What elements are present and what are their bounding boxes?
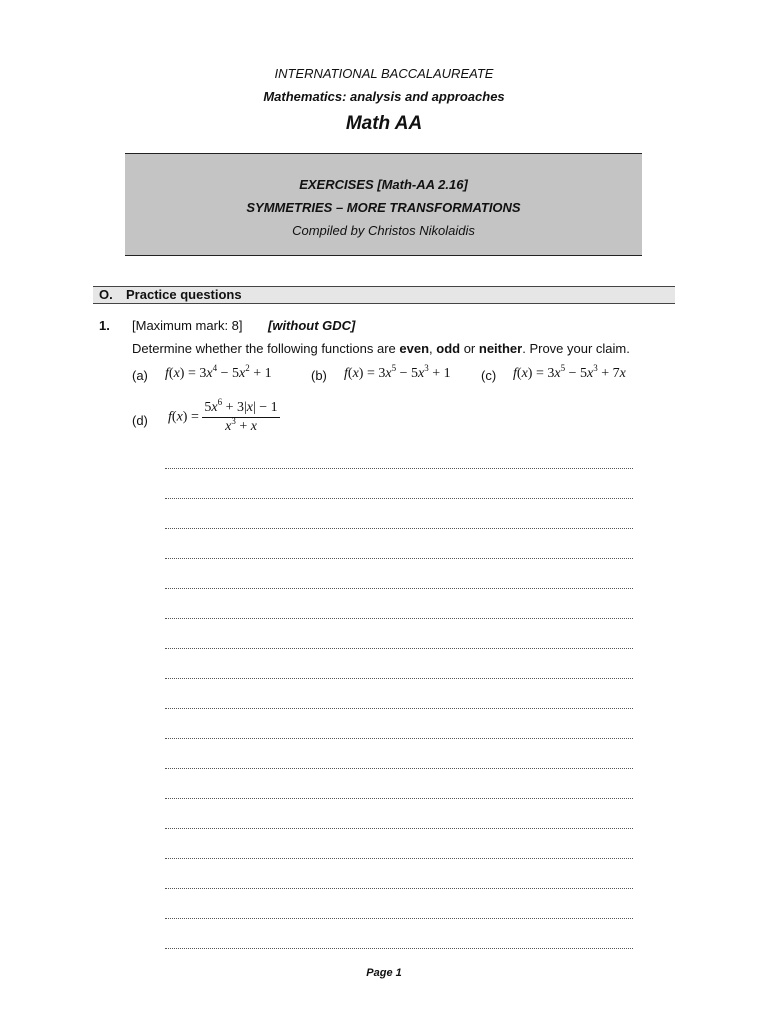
answer-line xyxy=(165,528,633,529)
section-heading xyxy=(93,286,675,304)
section-number: O. xyxy=(99,287,113,302)
answer-line xyxy=(165,648,633,649)
answer-line xyxy=(165,918,633,919)
answer-line xyxy=(165,948,633,949)
answer-line xyxy=(165,738,633,739)
answer-line xyxy=(165,858,633,859)
institution-title: INTERNATIONAL BACCALAUREATE xyxy=(274,66,494,81)
course-title: Math AA xyxy=(345,113,423,134)
answer-line xyxy=(165,618,633,619)
part-b-formula: $f(x) = 3x^5 - 5x^3 + 1$ xyxy=(344,363,451,381)
question-instruction: Determine whether the following functions are even, odd or neither. Prove your claim. xyxy=(132,341,630,356)
answer-line xyxy=(165,888,633,889)
part-b-label: (b) xyxy=(311,368,327,383)
question-max-mark: [Maximum mark: 8] xyxy=(132,318,243,333)
exercise-topic: SYMMETRIES – MORE TRANSFORMATIONS xyxy=(246,200,521,215)
answer-line xyxy=(165,828,633,829)
answer-line xyxy=(165,678,633,679)
answer-line xyxy=(165,798,633,799)
part-d-label: (d) xyxy=(132,413,148,428)
answer-line xyxy=(165,468,633,469)
course-subtitle: Mathematics: analysis and approaches xyxy=(263,89,505,104)
part-c-label: (c) xyxy=(481,368,497,383)
part-a-formula: $f(x) = 3x^4 - 5x^2 + 1$ xyxy=(165,363,272,381)
answer-line xyxy=(165,498,633,499)
answer-line xyxy=(165,768,633,769)
answer-line xyxy=(165,708,633,709)
part-a-label: (a) xyxy=(132,368,148,383)
question-number: 1. xyxy=(99,318,110,333)
part-d-formula: f(x) = $\frac{5x^6 + 3|x| - 1}{x^3 + x}$ xyxy=(168,397,278,434)
page-number: Page 1 xyxy=(366,967,402,979)
answer-line xyxy=(165,558,633,559)
part-c-formula: $f(x) = 3x^5 - 5x^3 + 7x$ xyxy=(513,363,626,381)
exercise-banner xyxy=(125,153,642,256)
exercise-author: Compiled by Christos Nikolaidis xyxy=(292,223,475,238)
section-title: Practice questions xyxy=(126,287,242,302)
question-gdc-note: [without GDC] xyxy=(268,318,356,333)
answer-line xyxy=(165,588,633,589)
exercise-code: EXERCISES [Math-AA 2.16] xyxy=(299,177,468,192)
